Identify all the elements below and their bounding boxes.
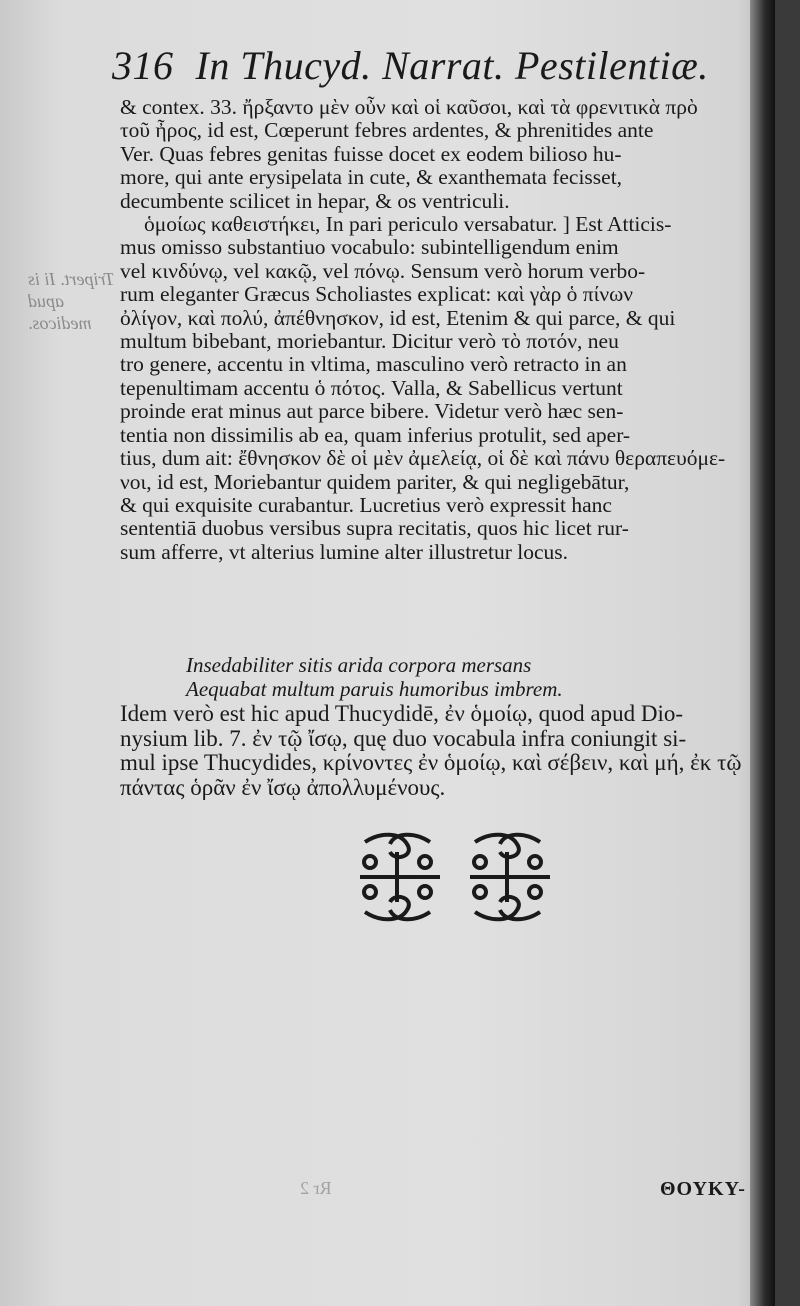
signature-mark-bleed: Rr 2 [300, 1178, 332, 1198]
text-line: mus omisso substantiuo vocabulo: subintelligendum enim [120, 235, 619, 260]
text-line: Ver. Quas febres genitas fuisse docet ex eodem bilioso hu- [120, 141, 622, 166]
ornament-right [470, 835, 550, 920]
text-line: tius, dum ait: ἔθνησκον δὲ οἱ μὲν ἀμελείᾳ, οἱ δὲ καὶ πάνυ θεραπευόμε- [120, 446, 726, 471]
text-line: vel κινδύνῳ, vel κακῷ, vel πόνῳ. Sensum verò horum verbo- [120, 258, 646, 283]
printers-ornament [345, 832, 565, 922]
text-line: tro genere, accentu in vltima, masculino verò retracto in an [120, 352, 627, 377]
text-line: & qui exquisite curabantur. Lucretius verò expressit hanc [120, 492, 612, 517]
ornament-left [360, 835, 440, 920]
text-line: multum bibebant, moriebantur. Dicitur verò τὸ ποτόν, neu [120, 329, 619, 354]
text-line: rum eleganter Græcus Scholiastes explicat: καὶ γὰρ ὁ πίνων [120, 282, 634, 307]
text-line: decumbente scilicet in hepar, & os ventriculi. [120, 188, 510, 213]
text-line: τοῦ ἦρος, id est, Cœperunt febres ardentes, & phrenitides ante [120, 118, 654, 143]
text-line: ὁμοίως καθειστήκει, In pari periculo versabatur. ] Est Atticis- [144, 212, 672, 237]
page-number: 316 [112, 43, 174, 88]
text-line: more, qui ante erysipelata in cute, & exanthemata fecisset, [120, 165, 623, 190]
text-line: proinde erat minus aut parce bibere. Videtur verò hæc sen- [120, 399, 624, 424]
text-line: nysium lib. 7. ἐν τῷ ἴσῳ, quę duo vocabula infra coniungit si- [120, 725, 687, 751]
text-line: sum afferre, vt alterius lumine alter illustretur locus. [120, 539, 568, 564]
catchword: ΘΟΥΚΥ- [660, 1178, 746, 1200]
text-line: sententiā duobus versibus supra recitatis, quos hic licet rur- [120, 516, 629, 541]
main-text [120, 96, 768, 564]
verse-line-2: Aequabat multum paruis humoribus imbrem. [186, 677, 563, 701]
closing-paragraph [120, 702, 768, 800]
text-line: tepenultimam accentu ὁ πότος. Valla, & Sabellicus vertunt [120, 375, 623, 400]
text-line: ὀλίγον, καὶ πολύ, ἀπέθνησκον, id est, Etenim & qui parce, & qui [120, 305, 676, 330]
verse-line-1: Insedabiliter sitis arida corpora mersans [186, 653, 532, 677]
text-line: νοι, id est, Moriebantur quidem pariter, & qui negligebātur, [120, 469, 630, 494]
page-edge-shadow [750, 0, 775, 1306]
margin-note-bleed: Tripert. Ii is apud medicos. [28, 269, 115, 333]
text-line: & contex. 33. ἤρξαντο μὲν οὖν καὶ οἱ καῦσοι, καὶ τὰ φρενιτικὰ πρὸ [120, 95, 698, 119]
running-title: In Thucyd. Narrat. Pestilentiæ. [195, 43, 709, 88]
running-header [112, 42, 712, 92]
paragraph-1 [120, 96, 768, 213]
text-line: Idem verò est hic apud Thucydidē, ἐν ὁμοίῳ, quod apud Dio- [120, 701, 684, 726]
text-line: πάντας ὁρᾶν ἐν ἴσῳ ἀπολλυμένους. [120, 774, 446, 800]
text-line: tentia non dissimilis ab ea, quam inferius protulit, sed aper- [120, 422, 631, 447]
text-line: mul ipse Thucydides, κρίνοντες ἐν ὁμοίῳ, καὶ σέβειν, καὶ μή, ἐκ τῷ [120, 750, 742, 775]
paragraph-2 [120, 213, 768, 564]
